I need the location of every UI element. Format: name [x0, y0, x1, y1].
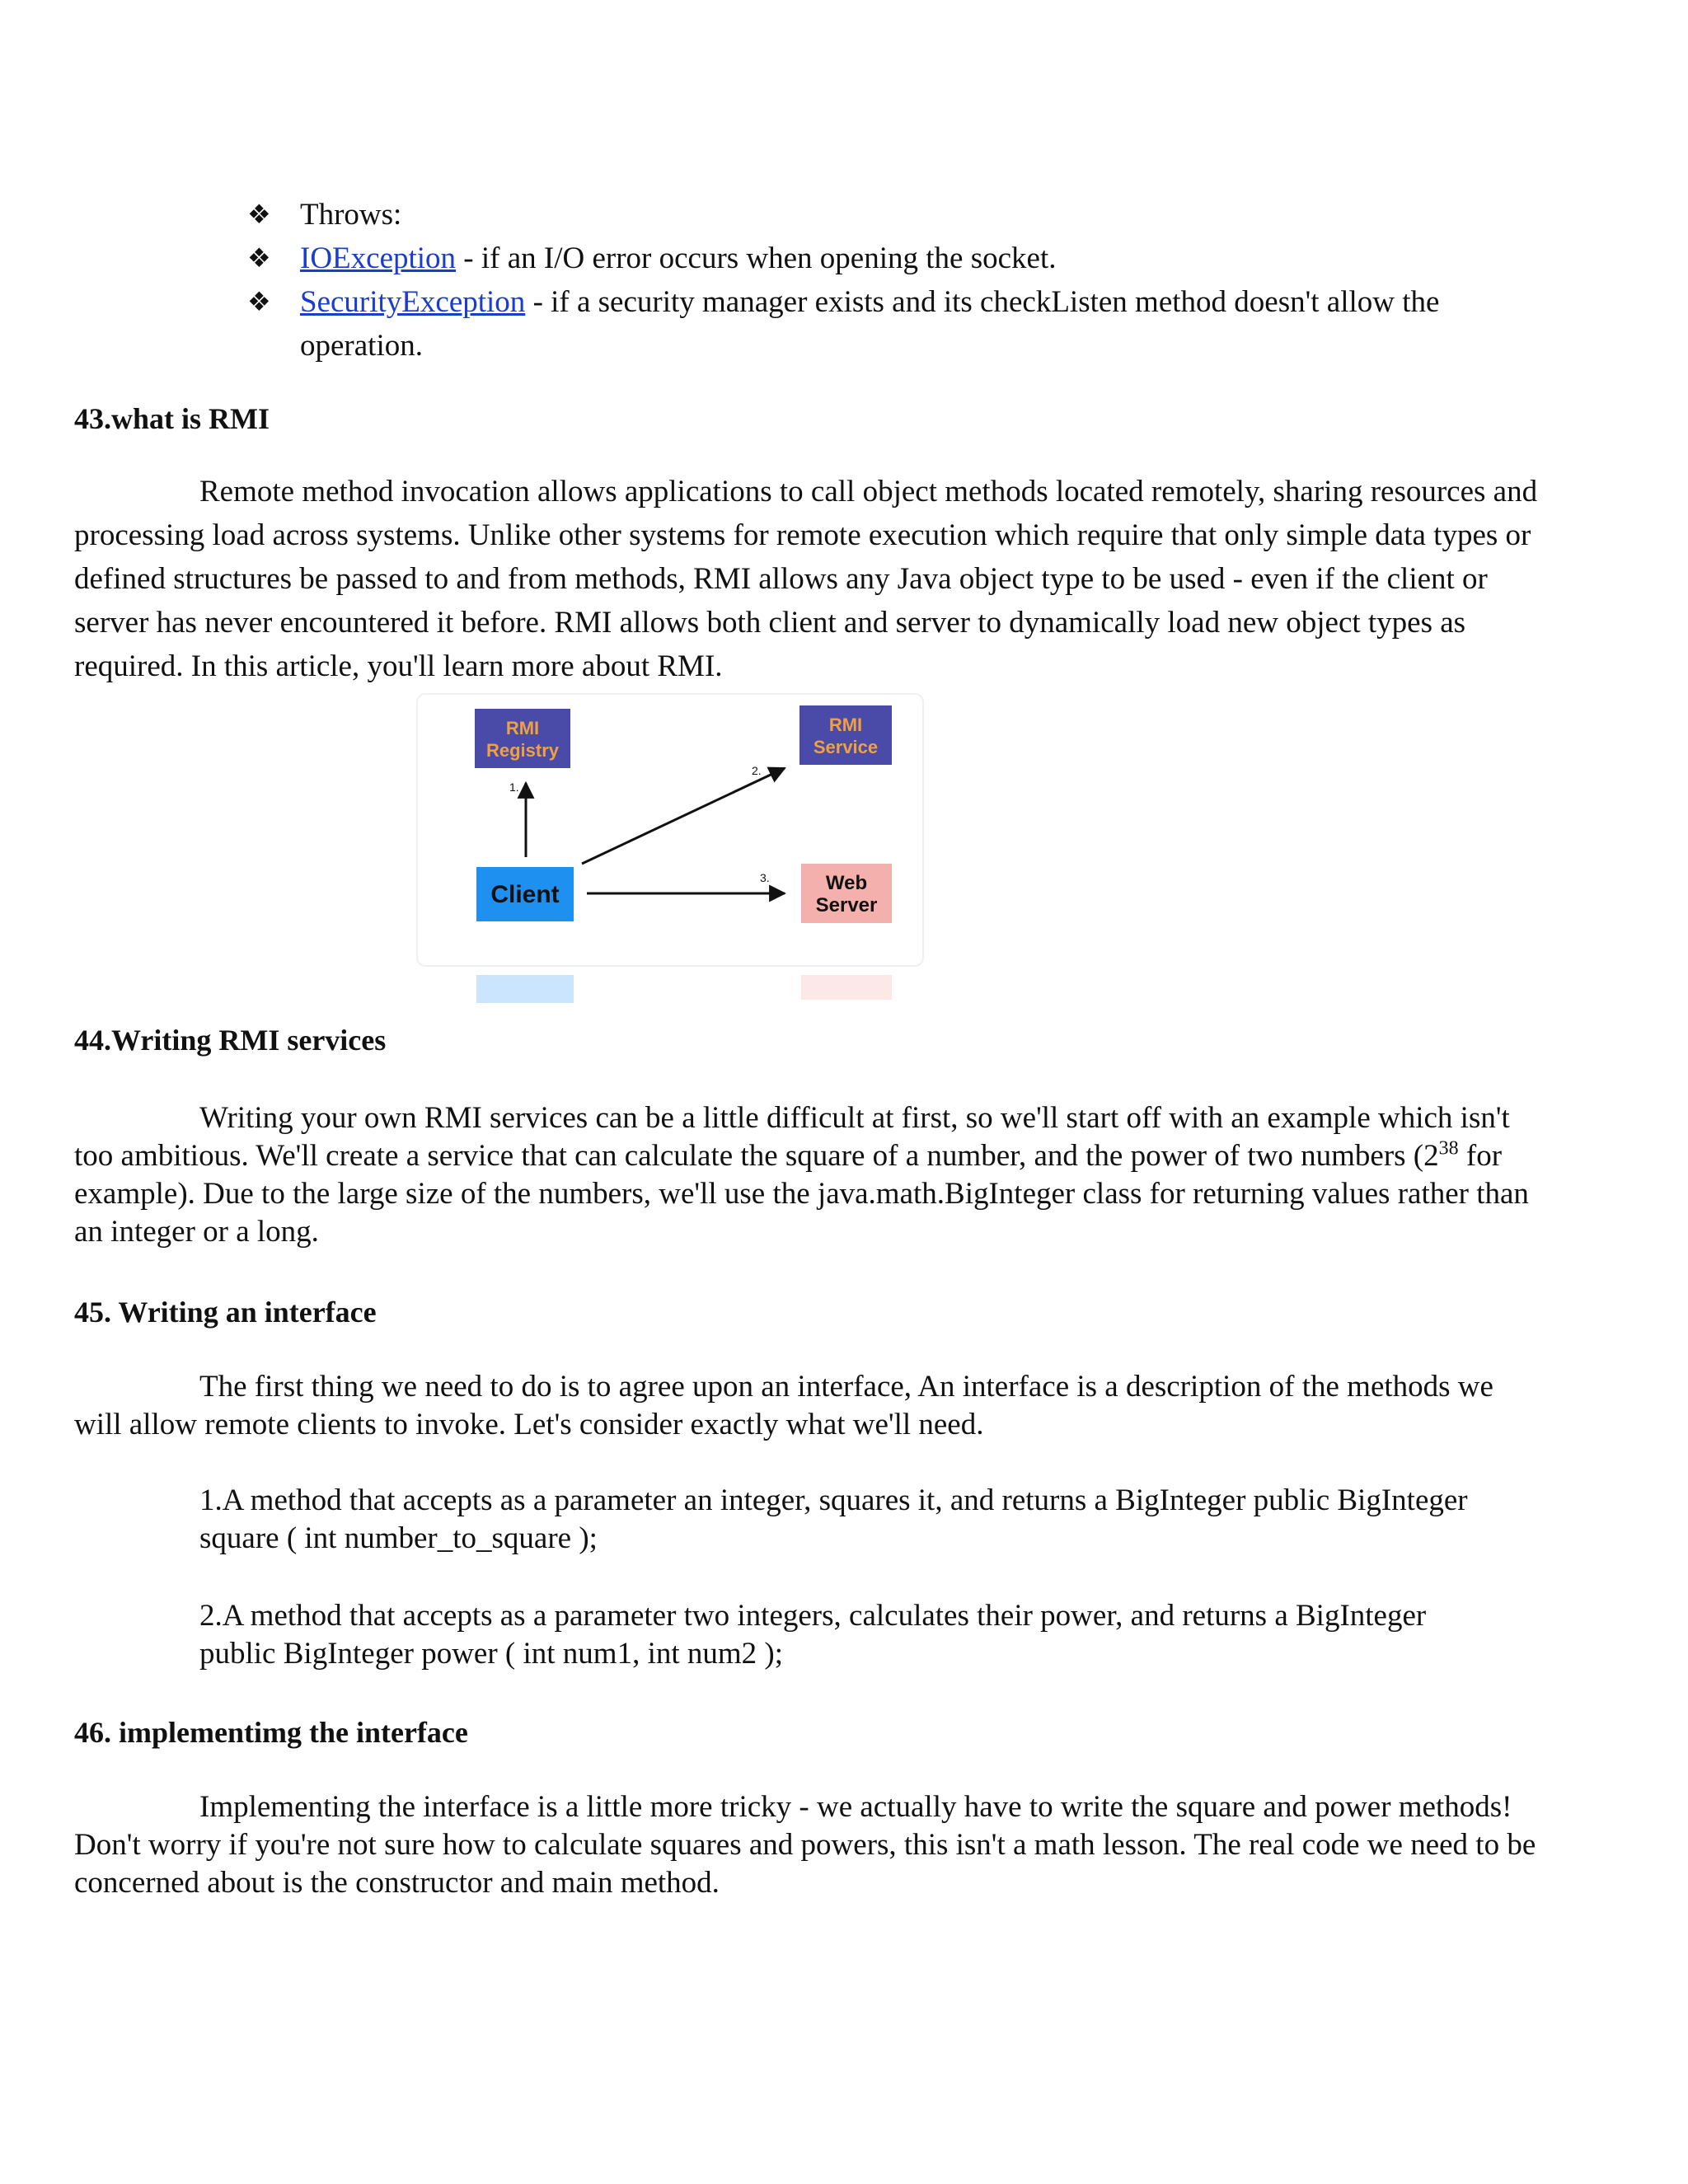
- rmi-registry-label-1: RMI: [505, 718, 540, 738]
- ioexception-link[interactable]: IOException: [300, 241, 457, 275]
- web-server-label-2: Server: [815, 894, 878, 916]
- rmi-registry-label-2: Registry: [485, 740, 560, 761]
- web-server-label-1: Web: [825, 872, 868, 894]
- list-item: [247, 280, 1500, 368]
- interface-method-2: 2.A method that accepts as a parameter two integers, calculates their power, and returns a BigInteger public BigInteger power ( int num1, int num2 );: [199, 1599, 1427, 1671]
- rmi-diagram-svg: [412, 691, 931, 1020]
- section-44-body-start: Writing your own RMI services can be a little difficult at first, so we'll start off with an example which isn't too ambitious. We'll create a service that can calculate the square of a number, and the power of two numbers (2: [74, 1101, 1510, 1173]
- diamond-bullet-icon: ❖: [247, 243, 271, 273]
- diamond-bullet-icon: ❖: [247, 287, 271, 316]
- securityexception-description: - if a security manager exists and its checkListen method doesn't allow the operation.: [300, 285, 1440, 363]
- step-2-label: 2.: [752, 764, 762, 777]
- section-44-body: [74, 1099, 1541, 1251]
- throws-list: [247, 193, 1500, 368]
- step-3-label: 3.: [760, 871, 770, 884]
- client-reflection: [476, 975, 574, 1003]
- list-item: [247, 193, 1500, 237]
- rmi-service-label-1: RMI: [828, 715, 863, 735]
- section-45-body: The first thing we need to do is to agree upon an interface, An interface is a description of the methods we will allow remote clients to invoke. Let's consider exactly what we'll need.: [74, 1370, 1493, 1441]
- securityexception-link[interactable]: SecurityException: [300, 285, 526, 319]
- section-45-heading: 45. Writing an interface: [74, 1296, 377, 1329]
- section-43-heading: 43.what is RMI: [74, 402, 270, 435]
- step-1-label: 1.: [509, 780, 519, 794]
- ioexception-description: - if an I/O error occurs when opening the socket.: [456, 241, 1057, 275]
- web-server-reflection: [801, 975, 892, 1000]
- exponent: 38: [1438, 1137, 1459, 1160]
- list-item: [247, 237, 1500, 280]
- diamond-bullet-icon: ❖: [247, 199, 271, 229]
- section-44-body-end: for example). Due to the large size of the numbers, we'll use the java.math.BigInteger class for returning values rather than an integer or a long.: [74, 1139, 1529, 1249]
- section-46-heading: 46. implementimg the interface: [74, 1716, 468, 1749]
- interface-method-1: 1.A method that accepts as a parameter an integer, squares it, and returns a BigInteger public BigInteger square ( int number_to_square );: [199, 1483, 1468, 1555]
- rmi-diagram: [412, 691, 931, 1020]
- section-43-body: Remote method invocation allows applications to call object methods located remotely, sharing resources and processing load across systems. Unlike other systems for remote execution which require that only simple data types or defined structures be passed to and from methods, RMI allows any Java object type to be used - even if the client or server has never encountered it before. RMI allows both client and server to dynamically load new object types as required. In this article, you'll learn more about RMI.: [74, 475, 1538, 683]
- rmi-service-label-2: Service: [813, 737, 879, 757]
- section-46-body: Implementing the interface is a little more tricky - we actually have to write the square and power methods! Don't worry if you're not sure how to calculate squares and powers, this isn't a math lesson. The real code we need to be concerned about is the constructor and main method.: [74, 1790, 1536, 1900]
- client-label: Client: [490, 881, 560, 908]
- section-44-heading: 44.Writing RMI services: [74, 1024, 387, 1057]
- throws-label: Throws:: [300, 198, 402, 232]
